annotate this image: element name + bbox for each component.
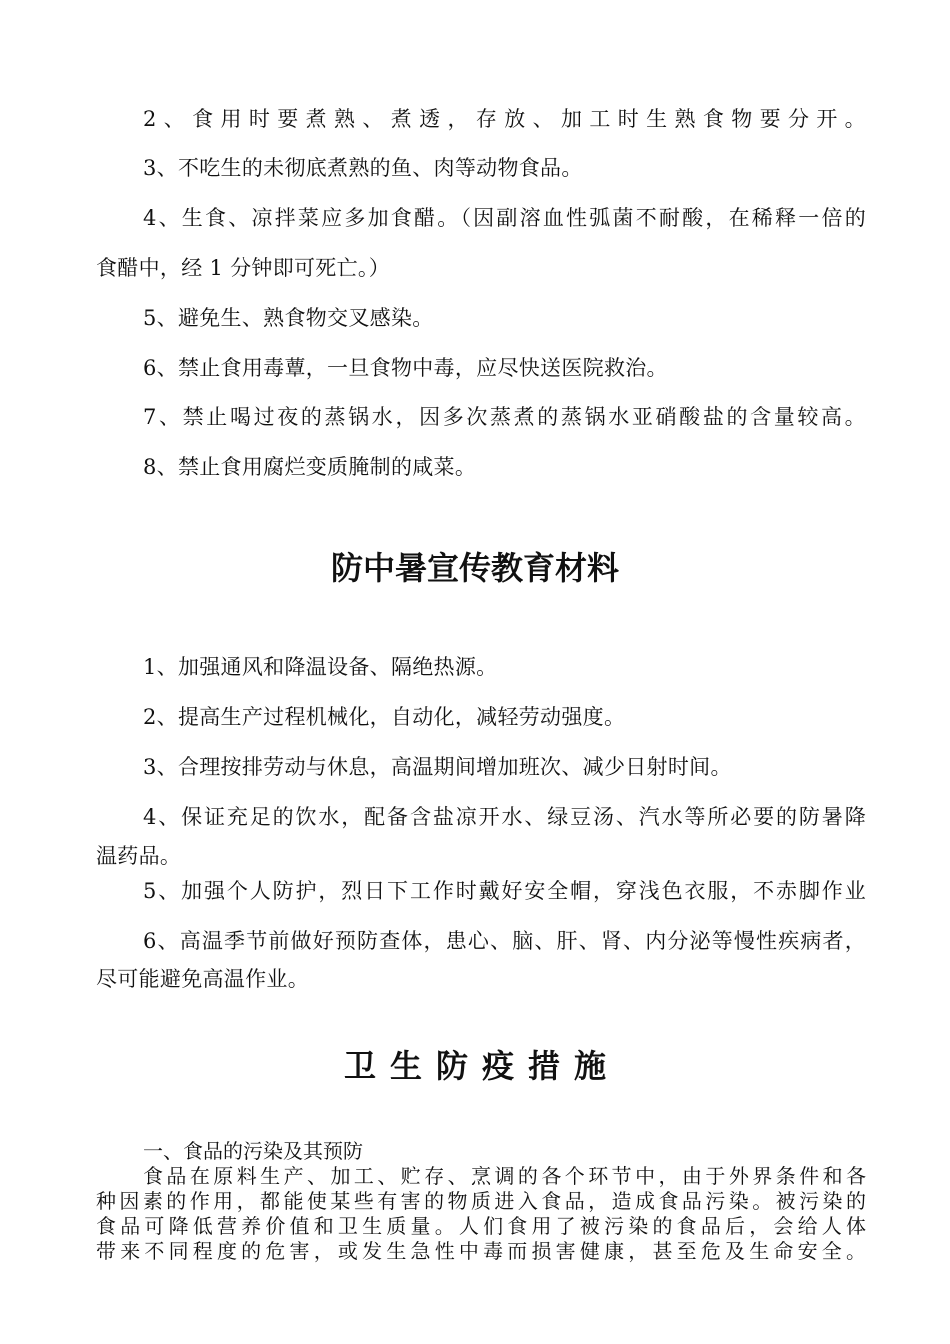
list-item: 7、禁止喝过夜的蒸锅水，因多次蒸煮的蒸锅水亚硝酸盐的含量较高。	[143, 405, 866, 429]
subsection-title: 一、食品的污染及其预防	[143, 1139, 363, 1163]
list-item-continuation: 温药品。	[96, 844, 182, 868]
list-item: 5、避免生、熟食物交叉感染。	[143, 306, 434, 330]
paragraph-line: 种因素的作用，都能使某些有害的物质进入食品，造成食品污染。被污染的	[96, 1189, 866, 1213]
list-item: 4、生食、凉拌菜应多加食醋。（因副溶血性弧菌不耐酸，在稀释一倍的	[143, 206, 866, 230]
paragraph-line: 带来不同程度的危害，或发生急性中毒而损害健康，甚至危及生命安全。	[96, 1239, 866, 1263]
list-item-continuation: 尽可能避免高温作业。	[96, 967, 309, 991]
list-item: 4、保证充足的饮水，配备含盐凉开水、绿豆汤、汽水等所必要的防暑降	[143, 805, 866, 829]
list-item: 6、禁止食用毒蕈，一旦食物中毒，应尽快送医院救治。	[143, 356, 668, 380]
section-title-epidemic-prevention: 卫生防疫措施	[343, 1047, 620, 1085]
paragraph-line: 食品可降低营养价值和卫生质量。人们食用了被污染的食品后，会给人体	[96, 1214, 866, 1238]
list-item: 5、加强个人防护，烈日下工作时戴好安全帽，穿浅色衣服，不赤脚作业	[143, 879, 866, 903]
list-item: 6、高温季节前做好预防查体，患心、脑、肝、肾、内分泌等慢性疾病者，	[143, 929, 866, 953]
list-item-continuation: 食醋中，经 1 分钟即可死亡。）	[96, 256, 391, 280]
list-item: 2、食用时要煮熟、煮透，存放、加工时生熟食物要分开。	[143, 107, 866, 131]
list-item: 3、不吃生的未彻底煮熟的鱼、肉等动物食品。	[143, 156, 583, 180]
list-item: 3、合理按排劳动与休息，高温期间增加班次、减少日射时间。	[143, 755, 732, 779]
list-item: 1、加强通风和降温设备、隔绝热源。	[143, 655, 498, 679]
list-item: 2、提高生产过程机械化，自动化，减轻劳动强度。	[143, 705, 626, 729]
paragraph-line: 食品在原料生产、加工、贮存、烹调的各个环节中，由于外界条件和各	[143, 1164, 866, 1188]
list-item: 8、禁止食用腐烂变质腌制的咸菜。	[143, 455, 477, 479]
section-title-heatstroke: 防中暑宣传教育材料	[330, 549, 619, 587]
